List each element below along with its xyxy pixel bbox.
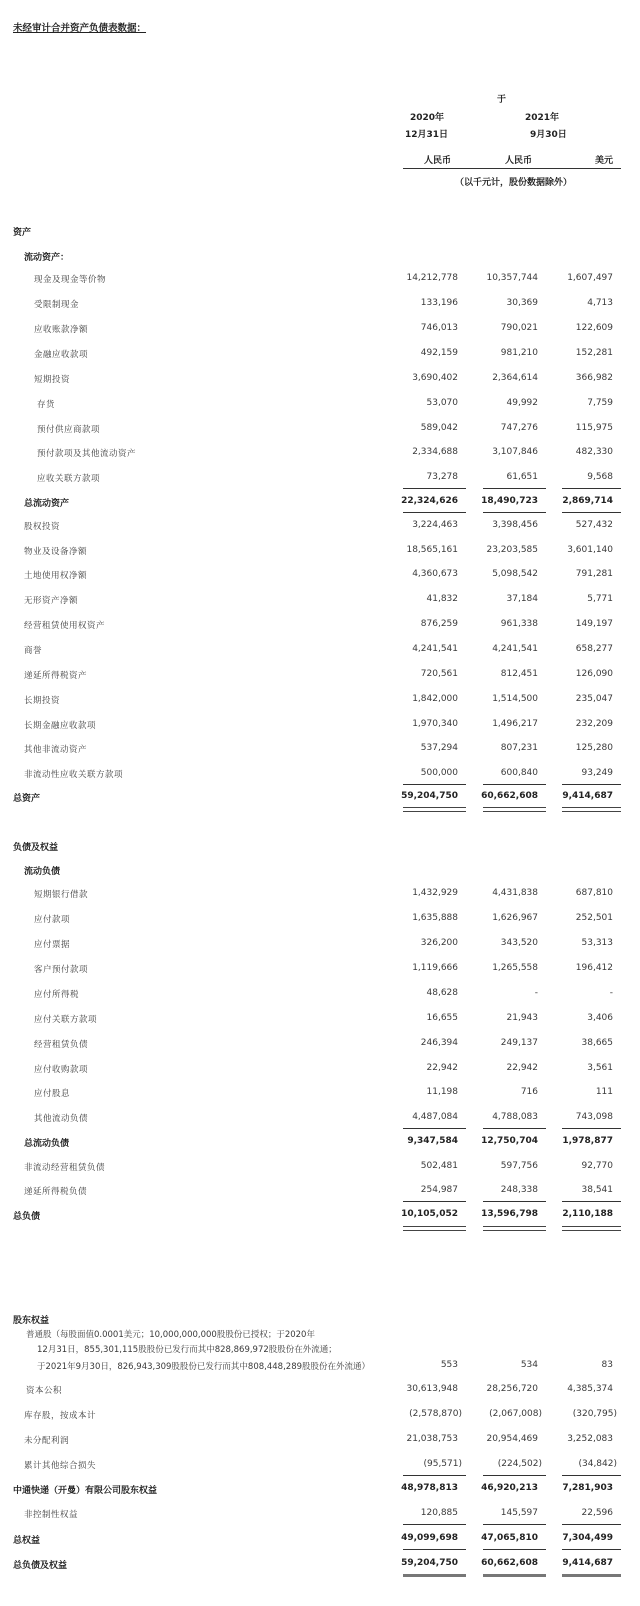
current-liabilities-heading: 流动负债: [24, 867, 61, 877]
unit-note: （以千元计，股份数据除外）: [455, 178, 573, 188]
total-double-rule: [562, 807, 621, 812]
subtotal-rule: [483, 1128, 546, 1129]
current-assets-heading: 流动资产：: [24, 253, 70, 263]
table-row: 非流动经营租赁负债 502,481 597,756 92,770: [24, 1161, 613, 1173]
table-row: 未分配利润 21,038,753 20,954,469 3,252,083: [24, 1434, 613, 1446]
subtotal-rule: [562, 1201, 621, 1202]
subtotal-rule: [483, 488, 546, 489]
total-double-rule: [562, 1574, 621, 1577]
subtotal-rule: [562, 512, 621, 513]
table-row: 应付关联方款项 16,655 21,943 3,406: [34, 1013, 613, 1025]
total-current-assets-row: 总流动资产 22,324,626 18,490,723 2,869,714: [24, 496, 613, 509]
total-double-rule: [483, 807, 546, 812]
total-liabilities-equity-row: 总负债及权益 59,204,750 60,662,608 9,414,687: [13, 1558, 613, 1571]
section-shareholders-equity: 股东权益: [13, 1316, 50, 1326]
table-row: 预付款项及其他流动资产 2,334,688 3,107,846 482,330: [37, 447, 613, 459]
header-col1-year: 2020年: [410, 113, 445, 123]
table-row: 应付股息 11,198 716 111: [34, 1087, 613, 1099]
ordinary-shares-row: 于2021年9月30日，826,943,309股股份已发行而其中808,448,289股股份在外流通） 553 534 83: [37, 1360, 613, 1372]
subtotal-rule: [562, 1549, 621, 1550]
subtotal-rule: [403, 1549, 466, 1550]
table-row: 经营租赁使用权资产 876,259 961,338 149,197: [24, 619, 613, 631]
total-liabilities-row: 总负债 10,105,052 13,596,798 2,110,188: [13, 1209, 613, 1222]
header-divider: [403, 168, 621, 169]
subtotal-rule: [403, 488, 466, 489]
section-assets: 资产: [13, 228, 32, 238]
table-row: 存货 53,070 49,992 7,759: [37, 398, 613, 410]
header-col1-date: 12月31日: [405, 130, 449, 140]
table-row: 长期投资 1,842,000 1,514,500 235,047: [24, 694, 613, 706]
table-row: 长期金融应收款项 1,970,340 1,496,217 232,209: [24, 719, 613, 731]
ordinary-shares-desc-line2: 12月31日，855,301,115股股份已发行而其中828,869,972股股份在外流通；: [37, 1345, 337, 1355]
table-row: 金融应收款项 492,159 981,210 152,281: [34, 348, 613, 360]
table-row: 递延所得税负债 254,987 248,338 38,541: [24, 1185, 613, 1197]
total-equity-row: 总权益 49,099,698 47,065,810 7,304,499: [13, 1533, 613, 1546]
subtotal-rule: [562, 1128, 621, 1129]
total-current-liabilities-row: 总流动负债 9,347,584 12,750,704 1,978,877: [24, 1136, 613, 1149]
table-row: 库存股，按成本计 (2,578,870) (2,067,008) (320,795): [24, 1409, 617, 1421]
table-row: 短期投资 3,690,402 2,364,614 366,982: [34, 373, 613, 385]
total-double-rule: [403, 1574, 466, 1577]
table-row: 应付款项 1,635,888 1,626,967 252,501: [34, 913, 613, 925]
table-row: 其他流动负债 4,487,084 4,788,083 743,098: [34, 1112, 613, 1124]
total-double-rule: [483, 1226, 546, 1231]
table-row: 其他非流动资产 537,294 807,231 125,280: [24, 743, 613, 755]
total-double-rule: [403, 1226, 466, 1231]
subtotal-rule: [562, 1475, 621, 1476]
total-assets-row: 总资产 59,204,750 60,662,608 9,414,687: [13, 791, 613, 804]
table-row: 物业及设备净额 18,565,161 23,203,585 3,601,140: [24, 545, 613, 557]
subtotal-rule: [562, 1524, 621, 1525]
subtotal-rule: [483, 1524, 546, 1525]
table-row: 现金及现金等价物 14,212,778 10,357,744 1,607,497: [34, 273, 613, 285]
total-double-rule: [562, 1226, 621, 1231]
company-shareholders-equity-row: 中通快递（开曼）有限公司股东权益 48,978,813 46,920,213 7,281,903: [13, 1483, 613, 1496]
table-row: 应付收购款项 22,942 22,942 3,561: [34, 1063, 613, 1075]
subtotal-rule: [483, 1549, 546, 1550]
table-row: 应付所得税 48,628 - -: [34, 988, 613, 1000]
table-row: 经营租赁负债 246,394 249,137 38,665: [34, 1038, 613, 1050]
document-title: 未经审计合并资产负债表数据：: [13, 23, 147, 34]
table-row: 短期银行借款 1,432,929 4,431,838 687,810: [34, 888, 613, 900]
table-row: 受限制现金 133,196 30,369 4,713: [34, 298, 613, 310]
section-liabilities-equity: 负债及权益: [13, 843, 59, 853]
header-col2-currency: 人民币: [505, 156, 533, 166]
subtotal-rule: [403, 784, 466, 785]
table-row: 客户预付款项 1,119,666 1,265,558 196,412: [34, 963, 613, 975]
header-col2-date: 9月30日: [530, 130, 567, 140]
subtotal-rule: [403, 1524, 466, 1525]
header-col1-currency: 人民币: [424, 156, 452, 166]
header-col3-currency: 美元: [595, 156, 614, 166]
table-row: 商誉 4,241,541 4,241,541 658,277: [24, 644, 613, 656]
table-row: 应收关联方款项 73,278 61,651 9,568: [37, 472, 613, 484]
subtotal-rule: [483, 512, 546, 513]
table-row: 递延所得税资产 720,561 812,451 126,090: [24, 669, 613, 681]
subtotal-rule: [562, 784, 621, 785]
subtotal-rule: [403, 512, 466, 513]
table-row: 资本公积 30,613,948 28,256,720 4,385,374: [26, 1384, 613, 1396]
table-row: 预付供应商款项 589,042 747,276 115,975: [37, 423, 613, 435]
table-row: 股权投资 3,224,463 3,398,456 527,432: [24, 520, 613, 532]
subtotal-rule: [403, 1128, 466, 1129]
table-row: 无形资产净额 41,832 37,184 5,771: [24, 594, 613, 606]
subtotal-rule: [483, 1201, 546, 1202]
total-double-rule: [403, 807, 466, 812]
subtotal-rule: [403, 1201, 466, 1202]
table-row: 应付票据 326,200 343,520 53,313: [34, 938, 613, 950]
subtotal-rule: [562, 488, 621, 489]
header-col2-year: 2021年: [525, 113, 560, 123]
noncontrolling-interests-row: 非控制性权益 120,885 145,597 22,596: [24, 1508, 613, 1520]
table-row: 累计其他综合损失 (95,571) (224,502) (34,842): [24, 1459, 617, 1471]
ordinary-shares-desc-line1: 普通股（每股面值0.0001美元；10,000,000,000股股份已授权；于2020年: [26, 1330, 315, 1340]
table-row: 非流动性应收关联方款项 500,000 600,840 93,249: [24, 768, 613, 780]
table-row: 土地使用权净额 4,360,673 5,098,542 791,281: [24, 569, 613, 581]
total-double-rule: [483, 1574, 546, 1577]
subtotal-rule: [483, 784, 546, 785]
subtotal-rule: [483, 1475, 546, 1476]
subtotal-rule: [403, 1475, 466, 1476]
table-row: 应收账款净额 746,013 790,021 122,609: [34, 323, 613, 335]
header-as-of: 于: [497, 95, 507, 105]
